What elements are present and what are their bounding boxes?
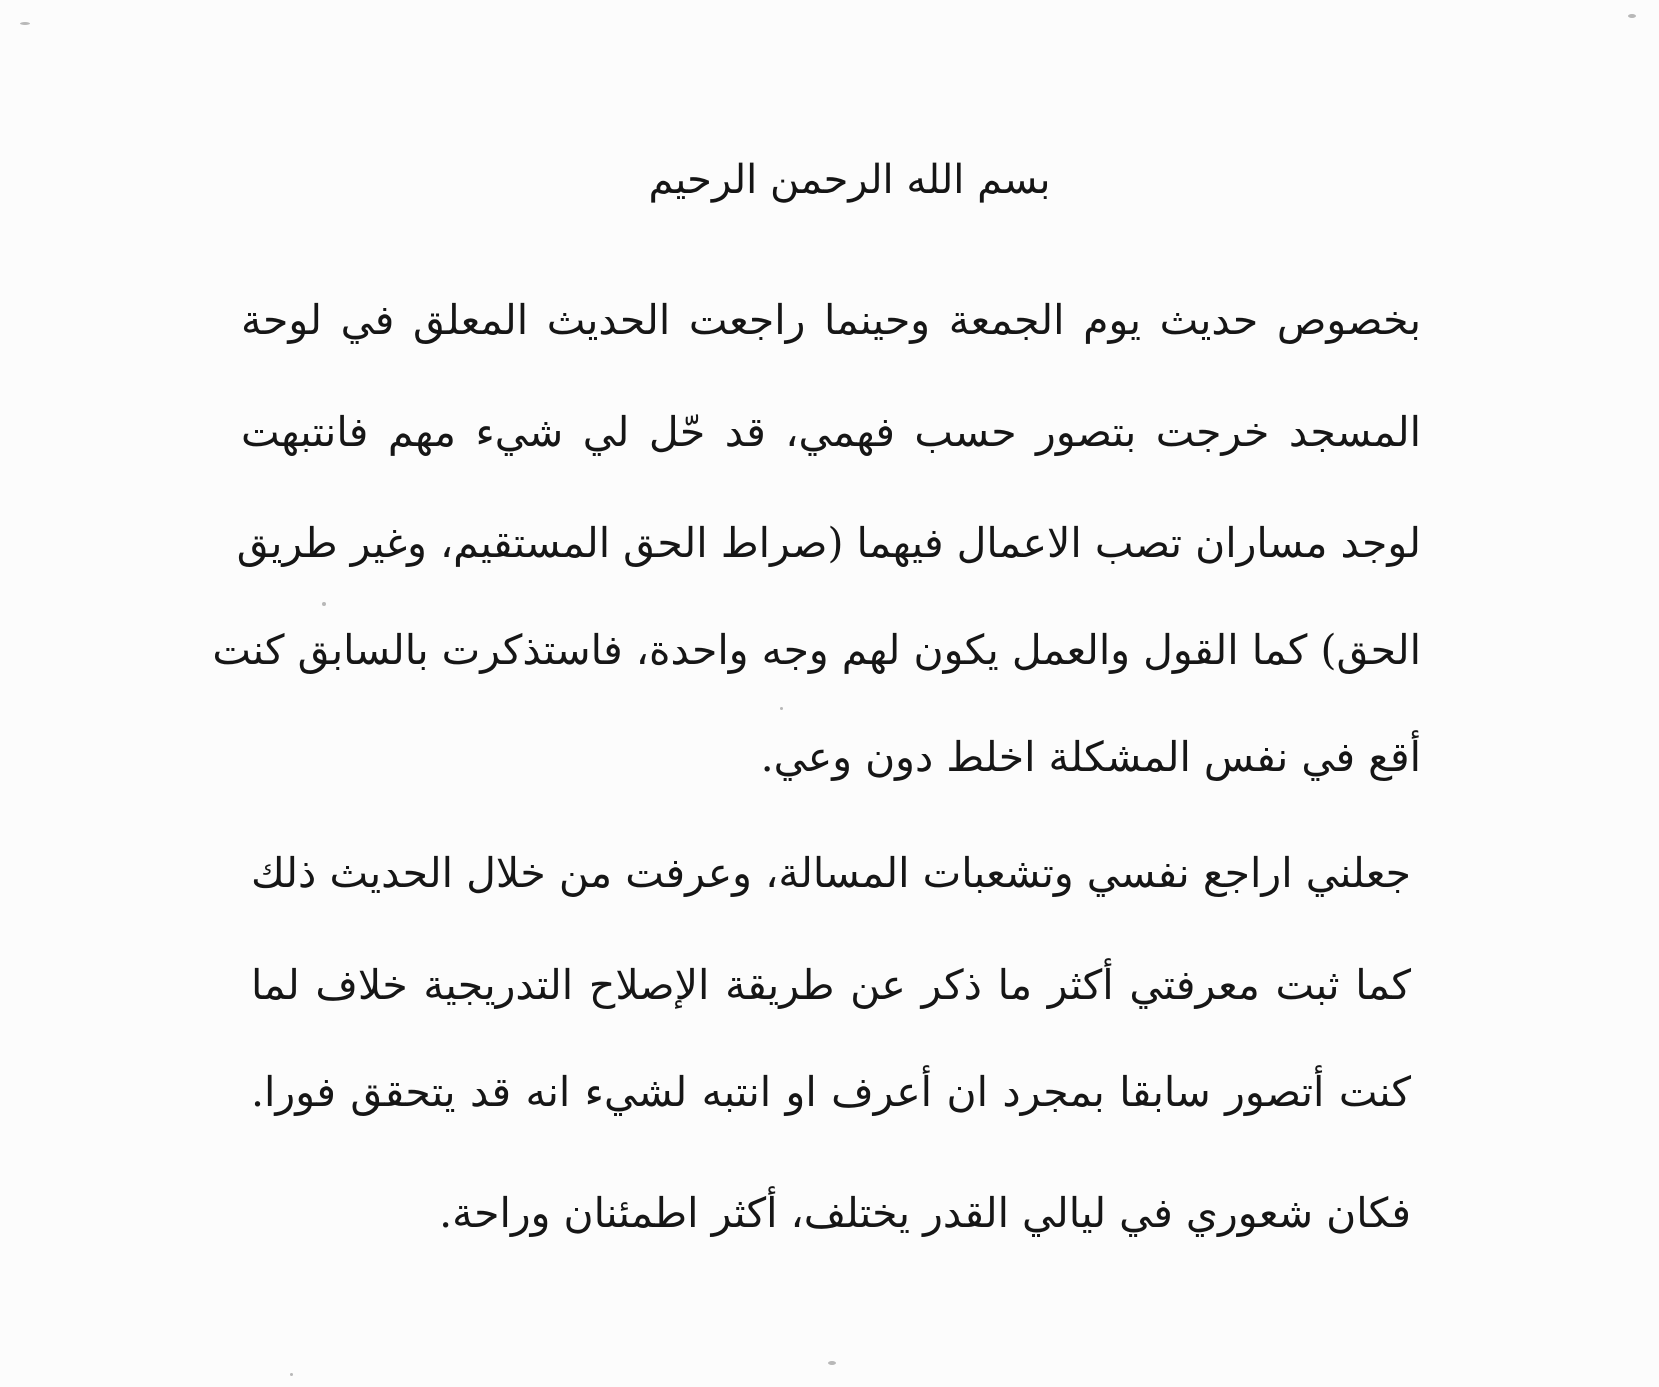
scan-speck [828, 1361, 836, 1365]
paragraph-line: كما ثبت معرفتي أكثر ما ذكر عن طريقة الإصلاح التدريجية خلاف لما [251, 961, 1411, 1009]
paragraph-line: جعلني اراجع نفسي وتشعبات المسالة، وعرفت من خلال الحديث ذلك [251, 849, 1411, 897]
page-heading: بسم الله الرحمن الرحيم [648, 157, 1051, 203]
paragraph-line: فكان شعوري في ليالي القدر يختلف، أكثر اطمئنان وراحة. [439, 1189, 1411, 1237]
paragraph-line: المسجد خرجت بتصور حسب فهمي، قد حّل لي شيء مهم فانتبهت [241, 408, 1421, 456]
scan-speck [322, 602, 326, 606]
scan-speck [780, 707, 783, 710]
paragraph-line: لوجد مساران تصب الاعمال فيهما (صراط الحق المستقيم، وغير طريق [236, 519, 1421, 567]
paragraph-line: بخصوص حديث يوم الجمعة وحينما راجعت الحديث المعلق في لوحة [241, 296, 1421, 344]
paragraph-line: أقع في نفس المشكلة اخلط دون وعي. [760, 733, 1421, 781]
scan-speck [1628, 14, 1636, 18]
paragraph-line: كنت أتصور سابقا بمجرد ان أعرف او انتبه لشيء انه قد يتحقق فورا. [251, 1068, 1411, 1116]
scan-speck [20, 22, 30, 25]
scan-speck [290, 1373, 293, 1376]
paragraph-line: الحق) كما القول والعمل يكون لهم وجه واحدة، فاستذكرت بالسابق كنت [212, 626, 1421, 674]
